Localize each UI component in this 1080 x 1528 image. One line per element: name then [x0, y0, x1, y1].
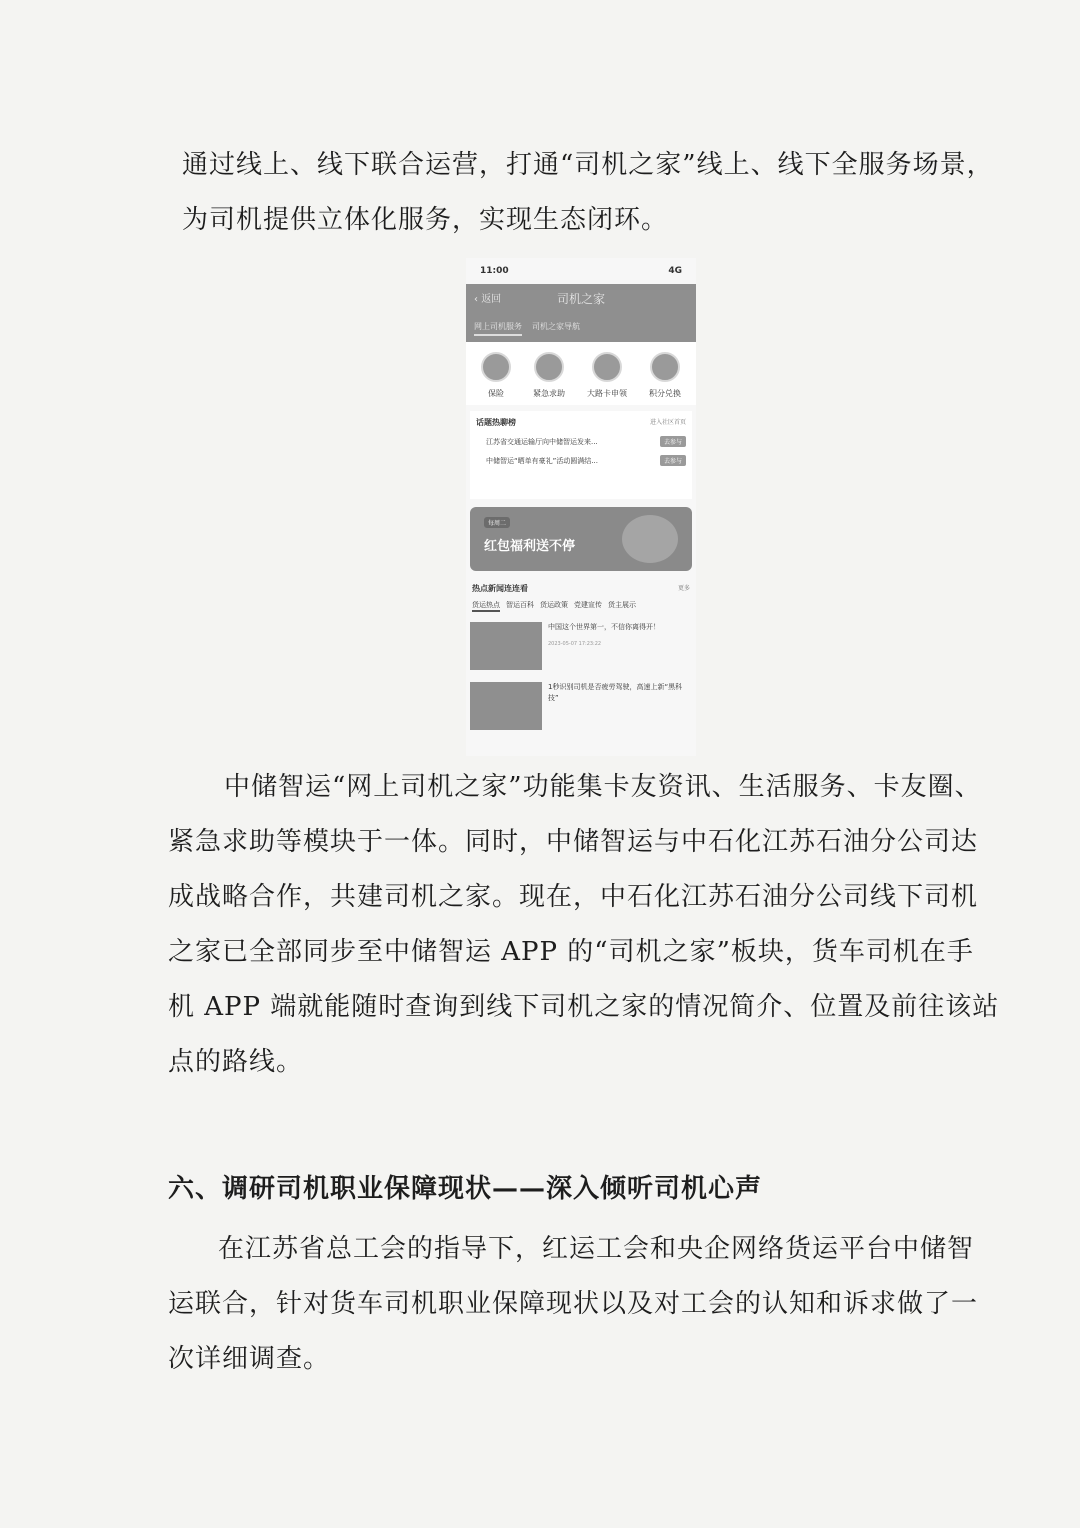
paragraph-line: 运联合，针对货车司机职业保障现状以及对工会的认知和诉求做了一: [168, 1289, 979, 1319]
news-thumbnail: [470, 682, 542, 730]
banner-tag: 每周二: [484, 517, 510, 528]
section-heading: 六、调研司机职业保障现状——深入倾听司机心声: [168, 1174, 763, 1204]
service-label: 保险: [488, 389, 504, 398]
topic-text: 江苏省交通运输厅向中储智运发来...: [486, 437, 598, 446]
news-tab: 货运政策: [540, 601, 568, 609]
service-insurance: [481, 352, 511, 399]
paragraph-intro: [182, 138, 994, 248]
banner-illustration: [622, 515, 678, 563]
news-thumbnail: [470, 622, 542, 670]
news-item-date: 2023-05-07 17:23:22: [548, 641, 602, 647]
topic-text: 中储智运“晒单有豪礼”活动圆满结...: [486, 456, 598, 465]
paragraph-line: 在江苏省总工会的指导下，红运工会和央企网络货运平台中储智: [218, 1234, 975, 1264]
paragraph-driver-home: [168, 760, 999, 1090]
news-tabs: [466, 598, 696, 614]
paragraph-line: 机 APP 端就能随时查询到线下司机之家的情况简介、位置及前往该站: [168, 992, 1000, 1022]
news-tab: 党建宣传: [574, 601, 602, 609]
service-label: 紧急求助: [533, 389, 565, 398]
news-item: [466, 674, 696, 734]
banner-text: 红包福利送不停: [484, 539, 576, 554]
back-label: 返回: [481, 294, 502, 305]
paragraph-line: 紧急求助等模块于一体。同时，中储智运与中石化江苏石油分公司达: [168, 827, 979, 857]
news-tab: 货运热点: [472, 600, 500, 612]
card-icon: [592, 352, 622, 382]
tab-online-service: 网上司机服务: [474, 321, 522, 336]
app-tabs: [474, 321, 580, 336]
news-tab: 智运百科: [506, 601, 534, 609]
paragraph-line: 中储智运“网上司机之家”功能集卡友资讯、生活服务、卡友圈、: [224, 772, 982, 802]
service-emergency: [533, 352, 565, 399]
topic-item: [476, 436, 686, 447]
service-points: [649, 352, 681, 399]
service-label: 积分兑换: [649, 389, 681, 398]
status-signal: 4G: [668, 266, 682, 276]
insurance-icon: [481, 352, 511, 382]
app-screenshot: [466, 258, 696, 756]
points-icon: [650, 352, 680, 382]
news-item: [466, 614, 696, 674]
join-button: 去参与: [660, 455, 686, 466]
topic-board-more: 进入社区首页: [649, 419, 686, 426]
service-label: 大路卡申领: [587, 389, 627, 398]
news-title: 热点新闻连连看: [472, 584, 528, 593]
app-title: 司机之家: [556, 292, 605, 306]
paragraph-line: 通过线上、线下联合运营，打通“司机之家”线上、线下全服务场景，: [182, 150, 994, 180]
status-time: 11:00: [480, 266, 509, 276]
news-more: 更多: [677, 585, 690, 592]
news-header: [466, 579, 696, 598]
news-tab: 货主展示: [608, 601, 636, 609]
status-bar: [466, 258, 696, 284]
paragraph-line: 之家已全部同步至中储智运 APP 的“司机之家”板块，货车司机在手: [168, 937, 974, 967]
paragraph-line: 次详细调查。: [168, 1344, 331, 1374]
paragraph-survey: [168, 1222, 978, 1387]
join-button: 去参与: [660, 436, 686, 447]
app-navbar: [466, 284, 696, 342]
paragraph-line: 成战略合作，共建司机之家。现在，中石化江苏石油分公司线下司机: [168, 882, 979, 912]
paragraph-line: 为司机提供立体化服务，实现生态闭环。: [182, 205, 669, 235]
service-card: [587, 352, 627, 399]
topic-board-header: [476, 417, 686, 428]
news-item-title: 1秒识别司机是否疲劳驾驶，高速上新“黑科技”: [548, 683, 683, 702]
emergency-icon: [534, 352, 564, 382]
promo-banner: [470, 507, 692, 571]
topic-item: [476, 455, 686, 466]
back-button: ‹ 返回: [474, 294, 502, 305]
news-item-title: 中国这个世界第一，不信你离得开！: [548, 623, 660, 631]
topic-board: [470, 411, 692, 499]
topic-board-title: 话题热聊榜: [476, 418, 516, 427]
paragraph-line: 点的路线。: [168, 1047, 304, 1077]
service-grid: [466, 342, 696, 405]
tab-navigation: 司机之家导航: [532, 322, 580, 331]
